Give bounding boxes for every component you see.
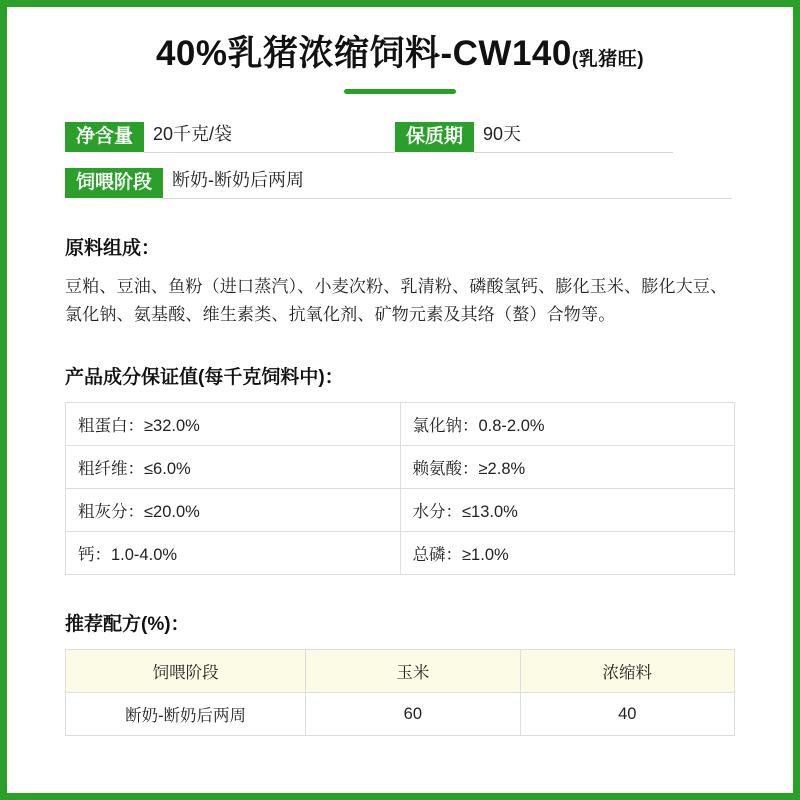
- feeding-stage-label: 饲喂阶段: [65, 168, 163, 198]
- guarantee-cell: 总磷：≥1.0%: [400, 532, 735, 575]
- formula-table: [65, 649, 735, 736]
- formula-header-corn: 玉米: [306, 650, 520, 693]
- title-block: [65, 7, 735, 94]
- ingredients-text: 豆粕、豆油、鱼粉（进口蒸汽）、小麦次粉、乳清粉、磷酸氢钙、膨化玉米、膨化大豆、氯化钠、氨基酸、维生素类、抗氧化剂、矿物元素及其络（螯）合物等。: [65, 277, 728, 324]
- guarantee-cell: 钙：1.0-4.0%: [66, 532, 401, 575]
- formula-section: [65, 609, 735, 736]
- net-weight-value: 20千克/袋: [144, 120, 395, 153]
- shelf-life-item: [395, 120, 673, 153]
- spec-section: [65, 120, 735, 199]
- spec-row-2: [65, 166, 735, 199]
- formula-title: 推荐配方(%)：: [65, 614, 190, 636]
- formula-header-concentrate: 浓缩料: [520, 650, 734, 693]
- page-content: [7, 7, 793, 793]
- shelf-life-label: 保质期: [395, 122, 474, 152]
- guarantee-cell: 粗灰分：≤20.0%: [66, 489, 401, 532]
- net-weight-label: 净含量: [65, 122, 144, 152]
- ingredients-section: [65, 233, 735, 328]
- guarantee-title: 产品成分保证值(每千克饲料中)：: [65, 367, 344, 389]
- formula-cell-corn: 60: [306, 693, 520, 736]
- table-row: [66, 403, 735, 446]
- guarantee-cell: 粗蛋白：≥32.0%: [66, 403, 401, 446]
- table-header-row: [66, 650, 735, 693]
- page-title-main: 40%乳猪浓缩饲料-CW140: [155, 34, 572, 73]
- formula-cell-stage: 断奶-断奶后两周: [66, 693, 306, 736]
- table-row: [66, 532, 735, 575]
- page-title: [65, 33, 735, 75]
- guarantee-section: [65, 362, 735, 575]
- guarantee-table: [65, 402, 735, 575]
- net-weight-item: [65, 120, 395, 153]
- guarantee-cell: 水分：≤13.0%: [400, 489, 735, 532]
- table-row: [66, 489, 735, 532]
- feeding-stage-value: 断奶-断奶后两周: [163, 166, 732, 199]
- feeding-stage-item: [65, 166, 732, 199]
- table-row: [66, 446, 735, 489]
- page-title-sub: (乳猪旺): [571, 49, 645, 70]
- formula-header-stage: 饲喂阶段: [66, 650, 306, 693]
- ingredients-title: 原料组成：: [65, 238, 161, 259]
- guarantee-cell: 粗纤维：≤6.0%: [66, 446, 401, 489]
- shelf-life-value: 90天: [474, 120, 673, 153]
- guarantee-cell: 氯化钠：0.8-2.0%: [400, 403, 735, 446]
- formula-table-wrap: [65, 649, 735, 736]
- table-row: [66, 693, 735, 736]
- guarantee-cell: 赖氨酸：≥2.8%: [400, 446, 735, 489]
- title-underline: [344, 89, 456, 94]
- formula-cell-concentrate: 40: [520, 693, 734, 736]
- spec-row-1: [65, 120, 735, 153]
